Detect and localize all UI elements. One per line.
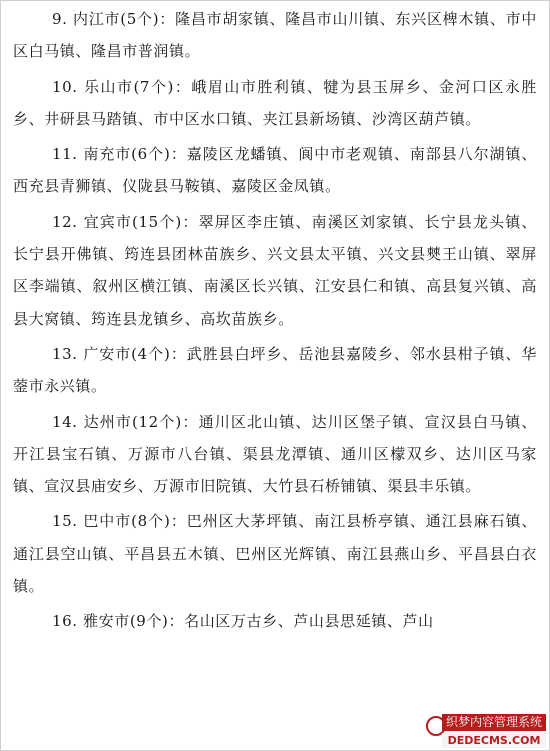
city-name: 乐山市 [83,77,134,96]
town-list: 隆昌市胡家镇、隆昌市山川镇、东兴区椑木镇、市中区白马镇、隆昌市普润镇。 [13,10,537,61]
item-number: 9. [52,10,68,28]
list-item [13,502,537,602]
town-list: 通川区北山镇、达川区堡子镇、宣汉县白马镇、开江县宝石镇、万源市八台镇、渠县龙潭镇、通川区檬双乡、达川区马家镇、宣汉县庙安乡、万源市旧院镇、大竹县石桥铺镇、渠县丰乐镇。 [13,412,537,496]
town-count: (6个) [131,145,171,164]
item-number: 11. [52,145,78,164]
watermark-domain: DEDECMS.COM [442,733,546,748]
item-number: 10. [52,77,78,96]
town-count: (4个) [131,344,171,363]
town-count: (12个) [132,412,182,431]
item-number: 14. [52,412,78,431]
town-count: (8个) [131,512,171,531]
colon-separator: ： [181,412,199,431]
town-list: 名山区万古乡、芦山县思延镇、芦山 [184,612,434,631]
watermark-title: 织梦内容管理系统 [442,714,546,731]
city-name: 达州市 [83,412,133,431]
colon-separator: ： [170,512,187,531]
colon-separator: ： [159,10,176,28]
colon-separator: ： [181,212,199,231]
list-item [13,135,537,203]
town-list: 峨眉山市胜利镇、犍为县玉屏乡、金河口区永胜乡、井研县马踏镇、市中区水口镇、夹江县新场镇、沙湾区葫芦镇。 [13,77,537,128]
town-count: (15个) [132,212,182,231]
town-list: 翠屏区李庄镇、南溪区刘家镇、长宁县龙头镇、长宁县开佛镇、筠连县团林苗族乡、兴文县太平镇、兴文县僰王山镇、翠屏区李端镇、叙州区横江镇、南溪区长兴镇、江安县仁和镇、高县复兴镇、高县大窝镇、筠连县龙镇乡、高坎苗族乡。 [13,212,537,328]
city-name: 宜宾市 [83,212,133,231]
city-name: 广安市 [83,344,132,363]
city-name: 雅安市 [83,612,130,631]
town-list: 武胜县白坪乡、岳池县嘉陵乡、邻水县柑子镇、华蓥市永兴镇。 [13,344,537,396]
town-list: 嘉陵区龙蟠镇、阆中市老观镇、南部县八尔湖镇、西充县青狮镇、仪陇县马鞍镇、嘉陵区金凤镇。 [13,145,537,196]
town-count: (9个) [129,612,169,631]
colon-separator: ： [168,612,185,631]
item-number: 15. [52,512,78,531]
colon-separator: ： [173,77,192,96]
town-count: (7个) [133,77,174,96]
list-item [13,203,537,335]
list-item [13,335,537,403]
town-list: 巴州区大茅坪镇、南江县桥亭镇、通江县麻石镇、通江县空山镇、平昌县五木镇、巴州区光辉镇、南江县燕山乡、平昌县白衣镇。 [13,512,537,596]
list-item [13,0,537,68]
list-item [13,68,537,136]
colon-separator: ： [170,344,187,363]
list-item [13,602,537,637]
document-body [13,0,537,638]
city-name: 内江市 [73,10,121,28]
city-name: 南充市 [83,145,132,164]
city-name: 巴中市 [83,512,132,531]
watermark [426,714,546,748]
item-number: 12. [52,212,78,231]
list-item [13,403,537,503]
colon-separator: ： [170,145,187,164]
town-count: (5个) [120,10,160,28]
item-number: 13. [52,344,78,363]
item-number: 16. [52,612,78,631]
